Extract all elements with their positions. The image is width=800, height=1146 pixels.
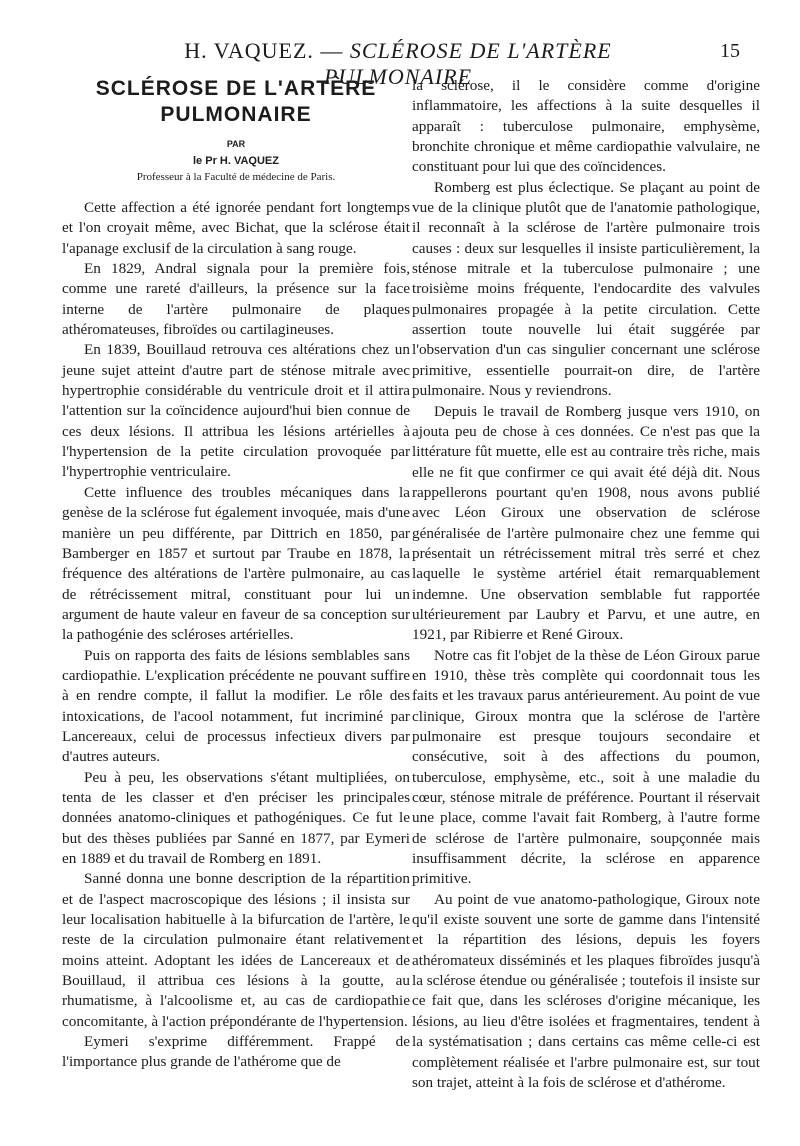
page-number: 15 [720, 40, 740, 62]
paragraph: Notre cas fit l'objet de la thèse de Léon Giroux parue en 1910, thèse très complète qui coordonnait tous les faits et les travaux parus antérieurement. Au point de vue clinique, Giroux montra que la sclérose de l'artère pulmonaire est presque toujours secondaire et consécutive, soit à des affections du poumon, tuberculose, emphysème, etc., soit à une maladie du cœur, sténose mitrale de préférence. Pourtant il réservait une place, comme l'avait fait Romberg, à l'autre forme de sclérose de l'artère pulmonaire, soupçonnée mais insuffisamment décrite, la sclérose en apparence primitive. [412, 646, 760, 888]
paragraph: Cette affection a été ignorée pendant fort longtemps et l'on croyait même, avec Bichat, que la sclérose était l'apanage exclusif de la circulation à sang rouge. [62, 199, 410, 257]
running-head-author: H. VAQUEZ. — [184, 38, 344, 63]
byline-affiliation: Professeur à la Faculté de médecine de Paris. [136, 171, 336, 183]
paragraph: Sanné donna une bonne description de la répartition et de l'aspect macroscopique des lésions ; il insista sur leur localisation habituelle à la bifurcation de l'artère, le reste de la circulation pulmonaire étant relativement moins atteint. Adoptant les idées de Lancereaux et de Bouillaud, il attribua ces lésions à la goutte, au rhumatisme, à l'alcoolisme et, au cas de cardiopathie concomitante, à l'action prépondérante de l'hypertension. [62, 870, 410, 1030]
paragraph: En 1829, Andral signala pour la première fois, comme une rareté d'ailleurs, la présence sur la face interne de l'artère pulmonaire de plaques athéromateuses, fibroïdes ou cartilagineuses. [62, 260, 410, 339]
article-title-line-1: SCLÉROSE DE L'ARTÈRE [95, 77, 377, 100]
paragraph: Cette influence des troubles mécaniques dans la genèse de la sclérose fut également invoquée, mais d'une manière un peu différente, par Dittrich en 1850, par Bamberger en 1857 et surtout par Traube en 1878, la fréquence des altérations de l'artère pulmonaire, au cas de rétrécissement mitral, constituant pour lui un argument de haute valeur en faveur de sa conception sur la pathogénie des scléroses artérielles. [62, 483, 410, 644]
paragraph: Puis on rapporta des faits de lésions semblables sans cardiopathie. L'explication précédente ne pouvant suffire à en rendre compte, il fallut la modifier. Le rôle des intoxications, de l'acool notamment, fut incriminé par Lancereaux, celui de processus infectieux divers par d'autres auteurs. [62, 646, 410, 766]
paragraph: Depuis le travail de Romberg jusque vers 1910, on ajouta peu de chose à ces données. Ce n'est pas que la littérature fût muette, elle est au contraire très riche, mais elle ne fit que confirmer ce qui avait été déjà dit. Nous rappellerons pourtant qu'en 1908, nous avons publié avec Léon Giroux une observation de sclérose généralisée de l'artère pulmonaire chez une femme qui présentait un rétrécissement mitral très serré et chez laquelle le système artériel était remarquablement indemne. Une observation semblable fut rapportée ultérieurement par Laubry et Parvu, et une autre, en 1921, par Ribierre et René Giroux. [412, 402, 760, 644]
paragraph: Eymeri s'exprime différemment. Frappé de l'importance plus grande de l'athérome que de [62, 1033, 410, 1071]
byline-author: le Pr H. VAQUEZ [193, 155, 279, 167]
byline-par: PAR [226, 139, 246, 149]
article-title [62, 76, 410, 128]
paragraph: Au point de vue anatomo-pathologique, Giroux note qu'il existe souvent une sorte de gamme dans l'intensité et la répartition des lésions, depuis les foyers athéromateux disséminés et les plaques fibroïdes jusqu'à la sclérose étendue ou généralisée ; toutefois il insiste sur ce fait que, dans les scléroses d'origine mécanique, les lésions, au lieu d'être isolées et fragmentaires, tendent à la systématisation ; dans certains cas même celle-ci est complètement réalisée et l'arbre pulmonaire est, sur tout son trajet, atteint à la fois de sclérose et d'athérome. [412, 890, 760, 1091]
running-head-title: SCLÉROSE DE L'ARTÈRE PULMONAIRE [323, 38, 612, 89]
article-title-line-2: PULMONAIRE [160, 103, 312, 126]
left-column [62, 76, 410, 1073]
paragraph: Romberg est plus éclectique. Se plaçant au point de vue de la clinique plutôt que de l'anatomie pathologique, il reconnaît à la sclérose de l'artère pulmonaire trois causes : deux sur lesquelles il insiste particulièrement, la sténose mitrale et la tuberculose pulmonaire ; une troisième moins fréquente, l'endocardite des valvules pulmonaires propagée à la petite circulation. Cette assertion toute nouvelle lui était suggérée par l'observation d'un cas singulier concernant une sclérose primitive, essentielle pourrait-on dire, de l'artère pulmonaire. Nous y reviendrons. [412, 178, 760, 400]
paragraph: En 1839, Bouillaud retrouva ces altérations chez un jeune sujet atteint d'autre part de sténose mitrale avec hypertrophie considérable du ventricule droit et il attira l'attention sur la coïncidence aujourd'hui bien connue de ces deux lésions. Il attribua les lésions artérielles à l'hypertension de la petite circulation provoquée par l'hypertrophie ventriculaire. [62, 341, 410, 481]
paragraph-continued: la sclérose, il le considère comme d'origine inflammatoire, les affections à la suite desquelles il apparaît : tuberculose pulmonaire, emphysème, bronchite chronique et même cardiopathie valvulaire, ne constituant pour lui que des coïncidences. [412, 77, 760, 176]
paragraph: Peu à peu, les observations s'étant multipliées, on tenta de les classer et d'en préciser les principales données anatomo-cliniques et pathogéniques. Ce fut le but des thèses publiées par Sanné en 1877, par Eymeri en 1889 et du travail de Romberg en 1891. [62, 768, 410, 867]
right-column [412, 76, 760, 1093]
